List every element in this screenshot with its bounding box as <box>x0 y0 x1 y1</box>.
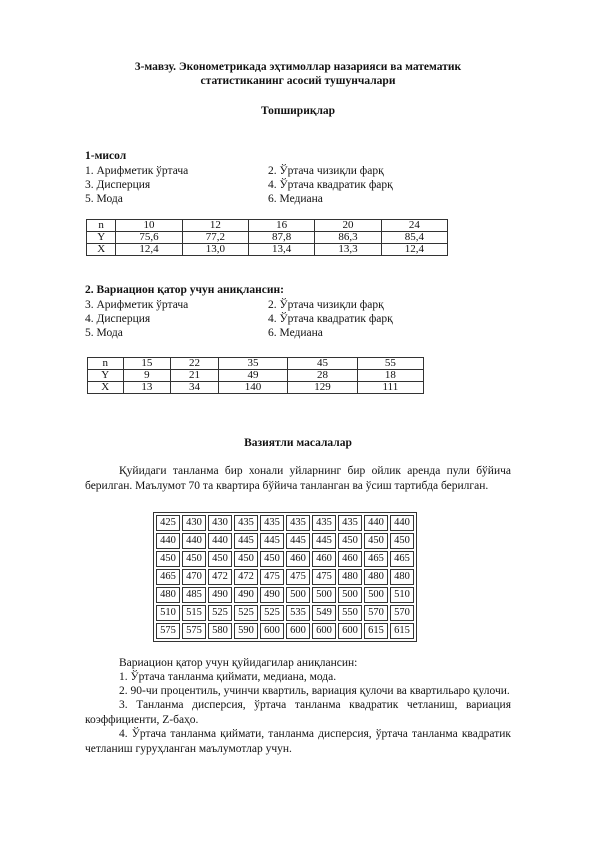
table-cell: 460 <box>286 551 310 567</box>
table-row <box>156 623 414 639</box>
table-cell: 49 <box>218 370 287 382</box>
table-cell: 465 <box>390 551 414 567</box>
table-cell: 450 <box>208 551 232 567</box>
table-cell: 525 <box>234 605 258 621</box>
example1-items-right <box>268 164 393 206</box>
table-cell: 480 <box>364 569 388 585</box>
table-cell: 580 <box>208 623 232 639</box>
example2-item: 6. Медиана <box>268 327 323 339</box>
table-cell: 460 <box>312 551 336 567</box>
question-item: 3. Танланма дисперсия, ўртача танланма квадратик четланиш, вариация коэффициенти, Z-баҳо. <box>85 699 511 726</box>
table-cell: 500 <box>364 587 388 603</box>
table-cell: 440 <box>208 533 232 549</box>
table-cell: 9 <box>123 370 171 382</box>
table-cell: 600 <box>338 623 362 639</box>
table-cell: 45 <box>288 358 357 370</box>
table-cell: 16 <box>248 220 314 232</box>
table-cell: 435 <box>234 515 258 531</box>
table-cell: 13,3 <box>315 244 381 256</box>
table-row <box>156 551 414 567</box>
table-cell: Y <box>87 232 116 244</box>
table-row <box>87 232 448 244</box>
table-row <box>87 244 448 256</box>
table-cell: 55 <box>357 358 423 370</box>
table-cell: 13,4 <box>248 244 314 256</box>
table-cell: 28 <box>288 370 357 382</box>
table-cell: X <box>87 244 116 256</box>
example2-item: 4. Дисперция <box>85 313 151 325</box>
table-cell: 600 <box>286 623 310 639</box>
table-cell: 435 <box>312 515 336 531</box>
example2-item: 2. Ўртача чизиқли фарқ <box>268 299 384 311</box>
table-cell: 570 <box>390 605 414 621</box>
table-cell: 575 <box>182 623 206 639</box>
table-cell: 480 <box>338 569 362 585</box>
question-item: 1. Ўртача танланма қиймати, медиана, мода. <box>119 671 337 683</box>
example2-items-right <box>268 298 393 340</box>
situational-paragraph: Қуйидаги танланма бир хонали уйларнинг бир ойлик аренда пули бўйича берилган. Маълумот 70 та квартира бўйича танланган ва ўсиш тартибда берилган. <box>85 465 511 492</box>
table-cell: 450 <box>390 533 414 549</box>
table-cell: 500 <box>338 587 362 603</box>
example2-item: 4. Ўртача квадратик фарқ <box>268 313 393 325</box>
table-cell: 129 <box>288 382 357 394</box>
question-item: 4. Ўртача танланма қиймати, танланма дисперсия, ўртача танланма квадратик четланиш гуруҳланган маълумотлар учун. <box>85 728 511 755</box>
table-cell: 475 <box>286 569 310 585</box>
table-cell: 35 <box>218 358 287 370</box>
table-row <box>156 515 414 531</box>
table-cell: 480 <box>156 587 180 603</box>
table-row <box>156 587 414 603</box>
table-cell: 86,3 <box>315 232 381 244</box>
table-cell: 465 <box>364 551 388 567</box>
situational-heading: Вазиятли масалалар <box>244 437 352 449</box>
example2-item: 5. Мода <box>85 327 123 339</box>
table-cell: 450 <box>364 533 388 549</box>
table-cell: 445 <box>312 533 336 549</box>
table-cell: 450 <box>156 551 180 567</box>
table-cell: 20 <box>315 220 381 232</box>
table-cell: 12,4 <box>381 244 447 256</box>
table-cell: 440 <box>182 533 206 549</box>
table-cell: 472 <box>234 569 258 585</box>
table-cell: 435 <box>260 515 284 531</box>
table-cell: 460 <box>338 551 362 567</box>
page-title-line1: 3-мавзу. Эконометрикада эҳтимоллар назарияси ва математик <box>134 61 462 73</box>
table-cell: 440 <box>390 515 414 531</box>
table-row <box>88 382 424 394</box>
table-cell: 615 <box>364 623 388 639</box>
table-cell: 450 <box>234 551 258 567</box>
table-cell: 475 <box>260 569 284 585</box>
table-cell: 450 <box>338 533 362 549</box>
rent-table <box>153 512 417 642</box>
example1-items-left <box>85 164 188 206</box>
example2-items-left <box>85 298 188 340</box>
table-cell: 15 <box>123 358 171 370</box>
table-cell: 18 <box>357 370 423 382</box>
table-cell: 480 <box>390 569 414 585</box>
table-cell: 550 <box>338 605 362 621</box>
table-cell: 525 <box>260 605 284 621</box>
table-cell: 77,2 <box>182 232 248 244</box>
table-cell: 515 <box>182 605 206 621</box>
table-cell: 535 <box>286 605 310 621</box>
table-cell: 430 <box>182 515 206 531</box>
example2-item: 3. Арифметик ўртача <box>85 299 189 311</box>
table-cell: 575 <box>156 623 180 639</box>
table-cell: 440 <box>364 515 388 531</box>
example1-item: 5. Мода <box>85 193 123 205</box>
example1-item: 6. Медиана <box>268 193 323 205</box>
table-cell: 510 <box>156 605 180 621</box>
table-cell: 22 <box>171 358 219 370</box>
table-cell: 465 <box>156 569 180 585</box>
example1-heading: 1-мисол <box>85 150 127 162</box>
table-row <box>156 569 414 585</box>
table-cell: 510 <box>390 587 414 603</box>
table-cell: 549 <box>312 605 336 621</box>
table-cell: 450 <box>182 551 206 567</box>
table-cell: n <box>87 220 116 232</box>
table-cell: 13,0 <box>182 244 248 256</box>
table-cell: 500 <box>286 587 310 603</box>
table-cell: 472 <box>208 569 232 585</box>
table-cell: 600 <box>260 623 284 639</box>
table-row <box>156 605 414 621</box>
table-cell: 600 <box>312 623 336 639</box>
table-cell: X <box>88 382 124 394</box>
table-cell: 85,4 <box>381 232 447 244</box>
table-cell: 615 <box>390 623 414 639</box>
table-cell: 475 <box>312 569 336 585</box>
table-cell: 445 <box>286 533 310 549</box>
example1-item: 3. Дисперция <box>85 179 151 191</box>
table-row <box>87 220 448 232</box>
table-cell: 140 <box>218 382 287 394</box>
table-cell: 470 <box>182 569 206 585</box>
table-cell: 435 <box>286 515 310 531</box>
table-cell: 13 <box>123 382 171 394</box>
table-cell: 111 <box>357 382 423 394</box>
table-cell: n <box>88 358 124 370</box>
table-row <box>88 370 424 382</box>
question-item: 2. 90-чи процентиль, учинчи квартиль, вариация қулочи ва квартильаро қулочи. <box>119 685 510 697</box>
table-cell: 435 <box>338 515 362 531</box>
table-cell: 24 <box>381 220 447 232</box>
table-cell: 590 <box>234 623 258 639</box>
example1-item: 1. Арифметик ўртача <box>85 165 189 177</box>
table-cell: 87,8 <box>248 232 314 244</box>
example2-heading: 2. Вариацион қатор учун аниқлансин: <box>85 284 284 296</box>
table-cell: Y <box>88 370 124 382</box>
table-cell: 450 <box>260 551 284 567</box>
questions-intro: Вариацион қатор учун қуйидагилар аниқлансин: <box>119 657 358 669</box>
table-cell: 445 <box>260 533 284 549</box>
table-cell: 440 <box>156 533 180 549</box>
table-cell: 485 <box>182 587 206 603</box>
table-cell: 21 <box>171 370 219 382</box>
table-cell: 75,6 <box>116 232 182 244</box>
table-cell: 12 <box>182 220 248 232</box>
table-cell: 490 <box>234 587 258 603</box>
table-row <box>156 533 414 549</box>
table-cell: 525 <box>208 605 232 621</box>
table-cell: 490 <box>260 587 284 603</box>
table-cell: 445 <box>234 533 258 549</box>
table-cell: 500 <box>312 587 336 603</box>
example1-item: 4. Ўртача квадратик фарқ <box>268 179 393 191</box>
table-cell: 12,4 <box>116 244 182 256</box>
table-cell: 34 <box>171 382 219 394</box>
table-cell: 570 <box>364 605 388 621</box>
table-cell: 425 <box>156 515 180 531</box>
table-row <box>88 358 424 370</box>
table-cell: 490 <box>208 587 232 603</box>
example1-table <box>86 219 448 256</box>
tasks-heading: Топшириқлар <box>260 105 336 117</box>
table-cell: 10 <box>116 220 182 232</box>
example2-table <box>87 357 424 394</box>
page-title-line2: статистиканинг асосий тушунчалари <box>200 75 396 87</box>
example1-item: 2. Ўртача чизиқли фарқ <box>268 165 384 177</box>
table-cell: 430 <box>208 515 232 531</box>
